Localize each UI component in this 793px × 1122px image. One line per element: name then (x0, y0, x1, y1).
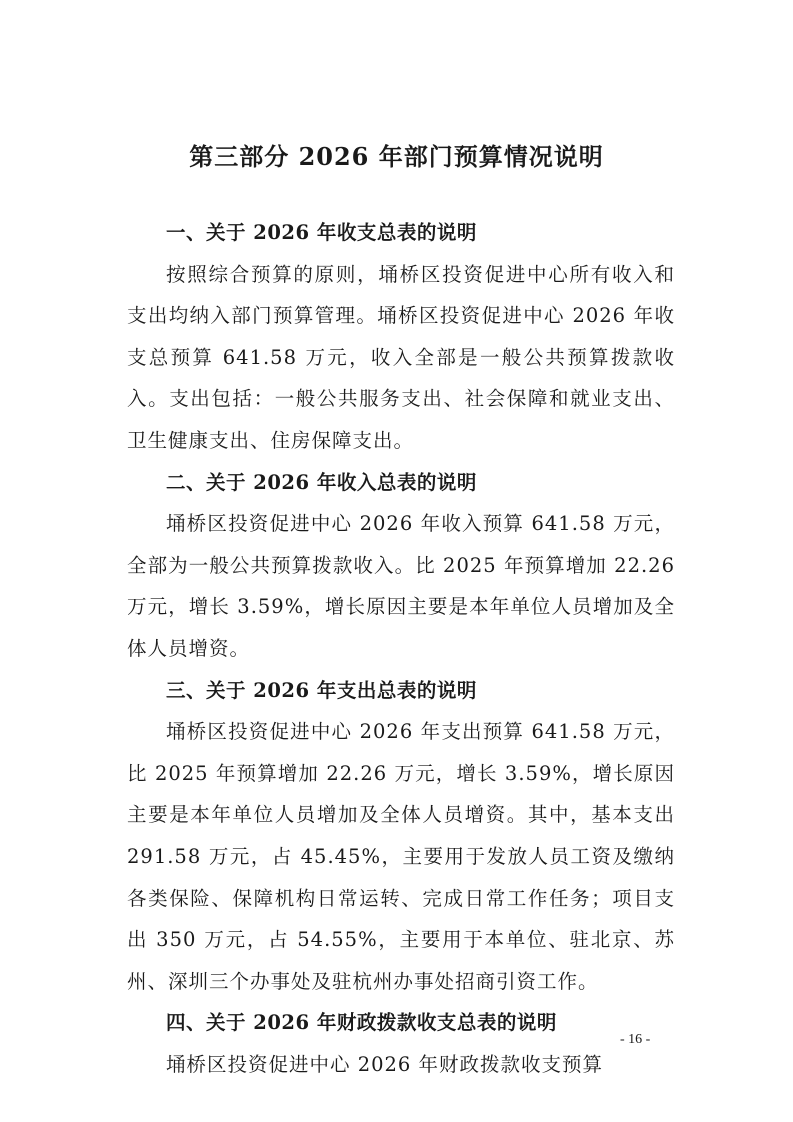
section-2-paragraph: 埇桥区投资促进中心 2026 年收入预算 641.58 万元，全部为一般公共预算拨款收入。比 2025 年预算增加 22.26 万元，增长 3.59%，增长原因主要是本年单位人员增加及全体人员增资。 (127, 512, 675, 660)
section-heading-3: 三、关于 2026 年支出总表的说明 (166, 678, 477, 702)
page-number: - 16 - (620, 1032, 651, 1047)
section-3-paragraph: 埇桥区投资促进中心 2026 年支出预算 641.58 万元，比 2025 年预算增加 22.26 万元，增长 3.59%，增长原因主要是本年单位人员增加及全体人员增资。其中，基本支出 291.58 万元，占 45.45%，主要用于发放人员工资及缴纳各类保险、保障机构日常运转、完成日常工作任务；项目支出 350 万元，占 54.55%，主要用于本单位、驻北京、苏州、深圳三个办事处及驻杭州办事处招商引资工作。 (127, 720, 675, 993)
section-heading-2: 二、关于 2026 年收入总表的说明 (166, 470, 477, 494)
section-heading-1: 一、关于 2026 年收支总表的说明 (166, 221, 477, 244)
section-1-paragraph: 按照综合预算的原则，埇桥区投资促进中心所有收入和支出均纳入部门预算管理。埇桥区投资促进中心 2026 年收支总预算 641.58 万元，收入全部是一般公共预算拨款收入。支出包括：一般公共服务支出、社会保障和就业支出、卫生健康支出、住房保障支出。 (127, 262, 675, 452)
page-title: 第三部分 2026 年部门预算情况说明 (189, 142, 604, 171)
section-4-paragraph: 埇桥区投资促进中心 2026 年财政拨款收支预算 (166, 1052, 604, 1076)
section-heading-4: 四、关于 2026 年财政拨款收支总表的说明 (166, 1011, 557, 1035)
document-body (127, 212, 675, 1085)
